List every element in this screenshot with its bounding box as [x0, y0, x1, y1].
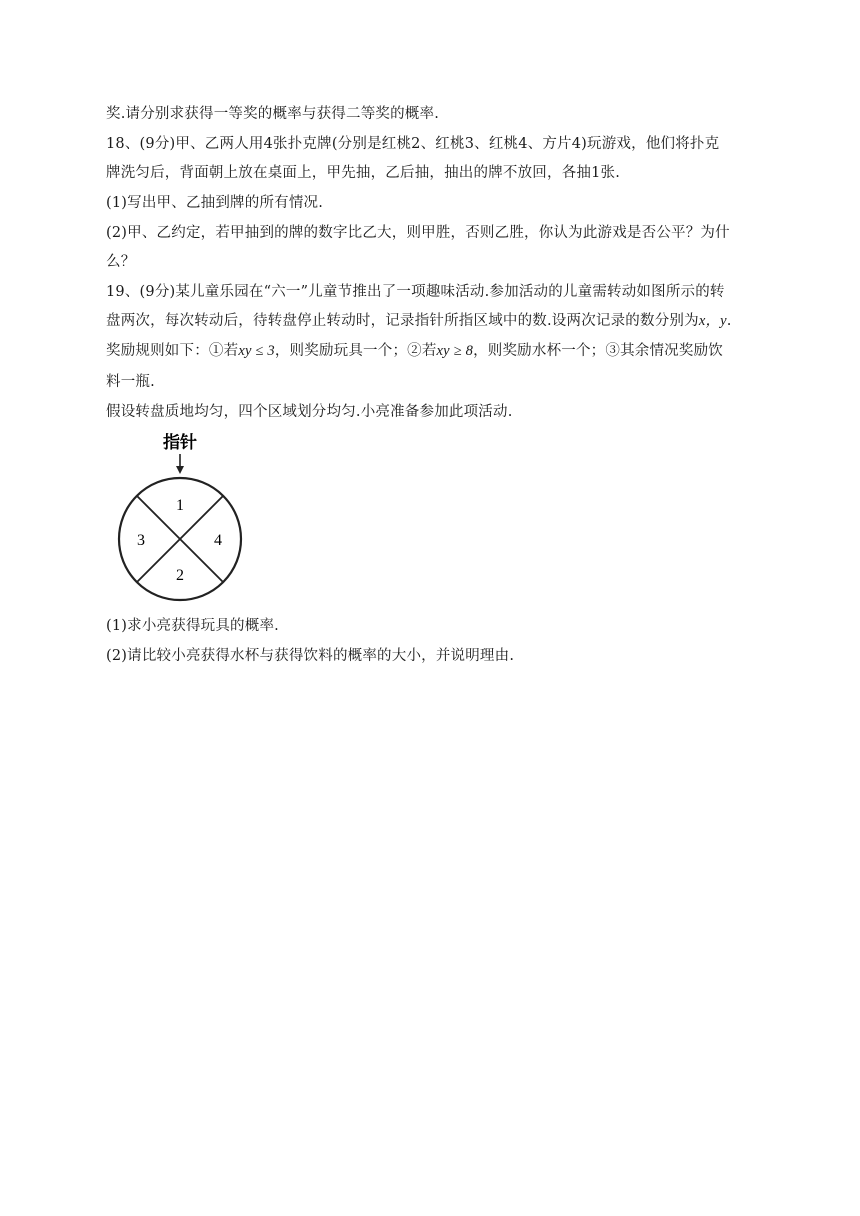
- q19-variables: x，y: [698, 313, 727, 329]
- sector-bottom-label: 2: [176, 567, 184, 584]
- q19-subquestion-2: (2)请比较小亮获得水杯与获得饮料的概率的大小，并说明理由.: [106, 648, 515, 664]
- q19-text-line2-main: 盘两次，每次转动后，待转盘停止转动时，记录指针所指区域中的数.设两次记录的数分别为: [106, 313, 699, 329]
- q18-text-line2: 牌洗匀后，背面朝上放在桌面上，甲先抽，乙后抽，抽出的牌不放回，各抽1张.: [106, 165, 621, 181]
- q18-text-line1: 18、(9分)甲、乙两人用4张扑克牌(分别是红桃2、红桃3、红桃4、方片4)玩游戏，他们将扑克: [106, 136, 720, 152]
- spinner-svg: [112, 426, 248, 608]
- q19-text-line2-end: .: [726, 313, 732, 329]
- q19-subquestion-1: (1)求小亮获得玩具的概率.: [106, 618, 279, 634]
- sector-left-label: 3: [137, 532, 145, 549]
- q17-continuation: 奖.请分别求获得一等奖的概率与获得二等奖的概率.: [106, 106, 440, 122]
- q19-reward-rules: [106, 341, 723, 361]
- q19-rule-1-text: ，则奖励玩具一个；②若: [274, 343, 437, 359]
- sector-right-label: 4: [214, 532, 222, 549]
- spinner-diagram: [112, 426, 248, 608]
- q19-condition-2: xy ≥ 8: [436, 343, 474, 359]
- pointer-arrow-icon: [176, 454, 184, 474]
- q19-text-line5: 假设转盘质地均匀，四个区域划分均匀.小亮准备参加此项活动.: [106, 404, 513, 420]
- q18-subquestion-2-line1: (2)甲、乙约定，若甲抽到的牌的数字比乙大，则甲胜，否则乙胜，你认为此游戏是否公平？为什: [106, 225, 730, 241]
- pointer-label: 指针: [163, 433, 197, 452]
- q19-text-line1: 19、(9分)某儿童乐园在“六一”儿童节推出了一项趣味活动.参加活动的儿童需转动如图所示的转: [106, 284, 725, 300]
- q19-rule-2-text: ，则奖励水杯一个；③其余情况奖励饮: [473, 343, 723, 359]
- q18-subquestion-2-line2: 么？: [106, 254, 136, 270]
- q19-rule-intro: 奖励规则如下：①若: [106, 343, 239, 359]
- q18-subquestion-1: (1)写出甲、乙抽到牌的所有情况.: [106, 195, 324, 211]
- q19-text-line2: [106, 311, 732, 331]
- sector-top-label: 1: [176, 497, 184, 514]
- q19-condition-1: xy ≤ 3: [238, 343, 275, 359]
- q19-text-line4: 料一瓶.: [106, 374, 155, 390]
